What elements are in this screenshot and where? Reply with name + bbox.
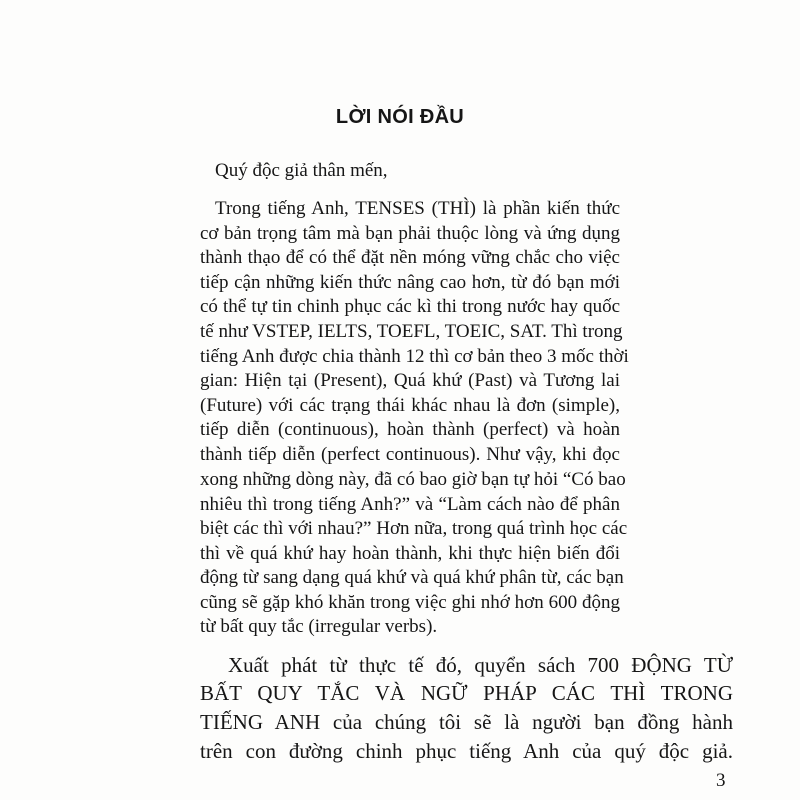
paragraph-line: tiếp cận những kiến thức nâng cao hơn, từ đó bạn mới <box>200 272 620 293</box>
paragraph-line: tế như VSTEP, IELTS, TOEFL, TOEIC, SAT. Thì trong <box>200 321 623 342</box>
page-title: LỜI NÓI ĐẦU <box>335 106 465 128</box>
paragraph-line: động từ sang dạng quá khứ và quá khứ phân từ, các bạn <box>200 567 624 588</box>
paragraph-line: trên con đường chinh phục tiếng Anh của quý độc giả. <box>200 739 733 763</box>
paragraph-line: nhiêu thì trong tiếng Anh?” và “Làm cách nào để phân <box>200 494 620 515</box>
paragraph-line: thành tiếp diễn (perfect continuous). Như vậy, khi đọc <box>200 444 620 465</box>
paragraph-line: thì về quá khứ hay hoàn thành, khi thực hiện biến đổi <box>200 543 620 564</box>
paragraph-line: Trong tiếng Anh, TENSES (THÌ) là phần kiến thức <box>215 198 620 219</box>
paragraph-line: thành thạo để có thể đặt nền móng vững chắc cho việc <box>200 247 620 268</box>
paragraph-line: cũng sẽ gặp khó khăn trong việc ghi nhớ hơn 600 động <box>200 592 620 613</box>
paragraph-line: xong những dòng này, đã có bao giờ bạn tự hỏi “Có bao <box>200 469 626 490</box>
paragraph-line: từ bất quy tắc (irregular verbs). <box>200 616 438 637</box>
paragraph-line: có thể tự tin chinh phục các kì thi trong nước hay quốc <box>200 296 620 317</box>
paragraph-line: cơ bản trọng tâm mà bạn phải thuộc lòng và ứng dụng <box>200 223 620 244</box>
paragraph-line: Xuất phát từ thực tế đó, quyển sách 700 ĐỘNG TỪ <box>228 653 733 677</box>
paragraph-line: biệt các thì với nhau?” Hơn nữa, trong quá trình học các <box>200 518 628 539</box>
paragraph-line: TIẾNG ANH của chúng tôi sẽ là người bạn đồng hành <box>200 710 733 734</box>
page-number: 3 <box>716 770 726 791</box>
paragraph-line: BẤT QUY TẮC VÀ NGỮ PHÁP CÁC THÌ TRONG <box>200 681 733 705</box>
paragraph-line: tiếng Anh được chia thành 12 thì cơ bản theo 3 mốc thời <box>200 346 629 367</box>
salutation: Quý độc giả thân mến, <box>215 160 388 181</box>
paragraph-line: tiếp diễn (continuous), hoàn thành (perfect) và hoàn <box>200 419 620 440</box>
paragraph-line: gian: Hiện tại (Present), Quá khứ (Past) và Tương lai <box>200 370 620 391</box>
paragraph-line: (Future) với các trạng thái khác nhau là đơn (simple), <box>200 395 620 416</box>
